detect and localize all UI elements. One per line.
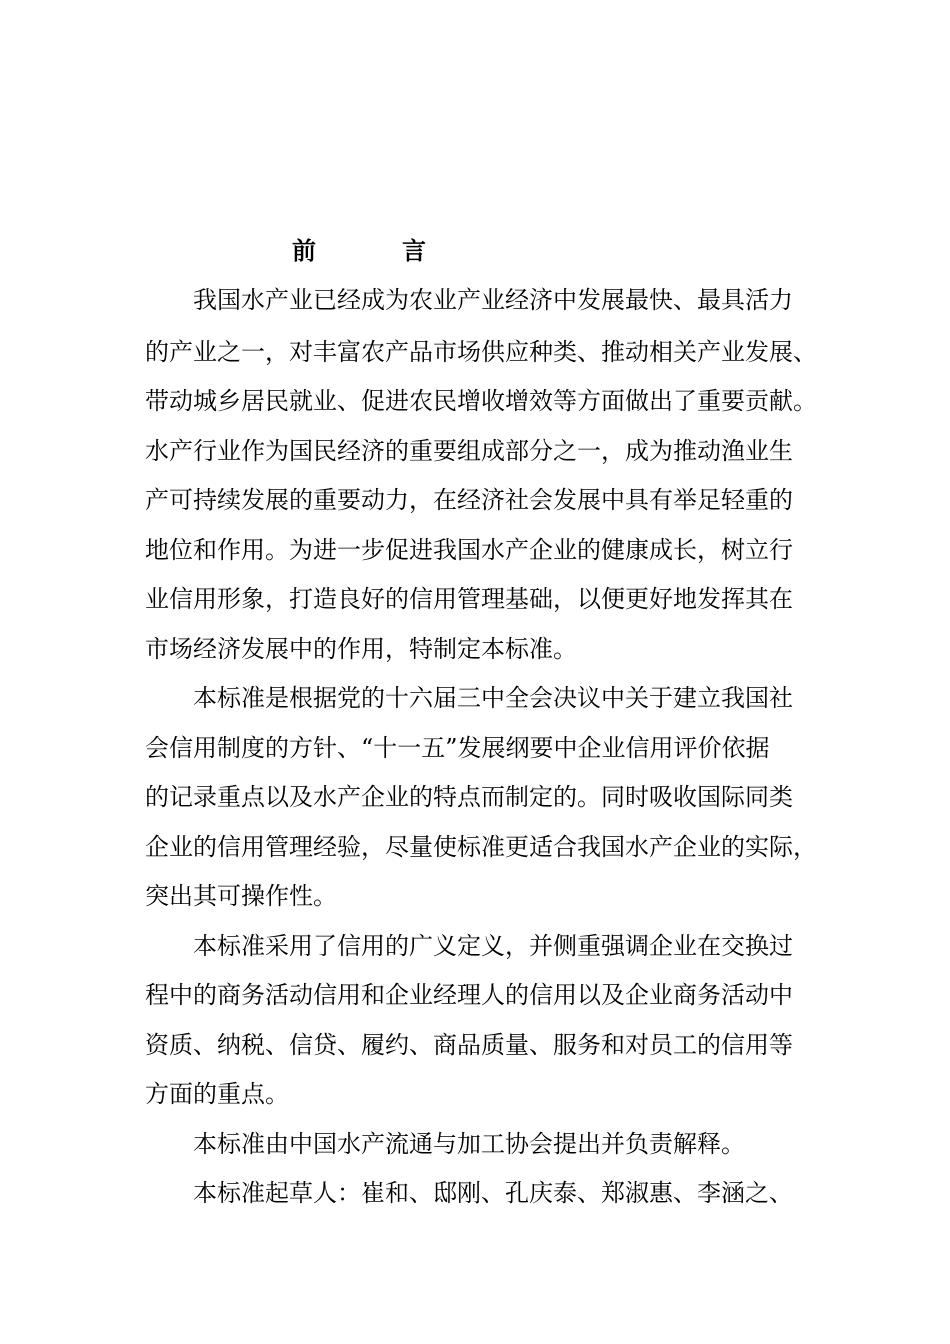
paragraph-2-line-1: 本标准是根据党的十六届三中全会决议中关于建立我国社 — [193, 684, 793, 712]
paragraph-1-line-8: 市场经济发展中的作用，特制定本标准。 — [145, 635, 577, 663]
paragraph-1-line-3: 带动城乡居民就业、促进农民增收增效等方面做出了重要贡献。 — [145, 387, 817, 415]
paragraph-5-line-1: 本标准起草人：崔和、邸刚、孔庆泰、郑淑惠、李涵之、 — [193, 1179, 793, 1207]
paragraph-3-line-4: 方面的重点。 — [145, 1080, 289, 1108]
paragraph-4-line-1: 本标准由中国水产流通与加工协会提出并负责解释。 — [193, 1130, 745, 1158]
paragraph-1-line-7: 业信用形象，打造良好的信用管理基础，以便更好地发挥其在 — [145, 585, 793, 613]
paragraph-2-line-4: 企业的信用管理经验，尽量使标准更适合我国水产企业的实际， — [145, 833, 817, 861]
paragraph-3-line-1: 本标准采用了信用的广义定义，并侧重强调企业在交换过 — [193, 932, 793, 960]
paragraph-1-line-2: 的产业之一，对丰富农产品市场供应种类、推动相关产业发展、 — [145, 338, 817, 366]
paragraph-2-line-2: 会信用制度的方针、“十一五”发展纲要中企业信用评价依据 — [145, 734, 770, 762]
heading-char-2: 言 — [402, 236, 426, 265]
heading-char-1: 前 — [292, 236, 316, 265]
paragraph-1-line-6: 地位和作用。为进一步促进我国水产企业的健康成长，树立行 — [145, 536, 793, 564]
paragraph-3-line-2: 程中的商务活动信用和企业经理人的信用以及企业商务活动中 — [145, 981, 793, 1009]
paragraph-2-line-3: 的记录重点以及水产企业的特点而制定的。同时吸收国际同类 — [145, 783, 793, 811]
preface-heading — [292, 234, 432, 268]
paragraph-2-line-5: 突出其可操作性。 — [145, 882, 337, 910]
paragraph-1-line-1: 我国水产业已经成为农业产业经济中发展最快、最具活力 — [193, 286, 793, 314]
paragraph-3-line-3: 资质、纳税、信贷、履约、商品质量、服务和对员工的信用等 — [145, 1031, 793, 1059]
paragraph-1-line-5: 产可持续发展的重要动力，在经济社会发展中具有举足轻重的 — [145, 486, 793, 514]
paragraph-1-line-4: 水产行业作为国民经济的重要组成部分之一，成为推动渔业生 — [145, 437, 793, 465]
